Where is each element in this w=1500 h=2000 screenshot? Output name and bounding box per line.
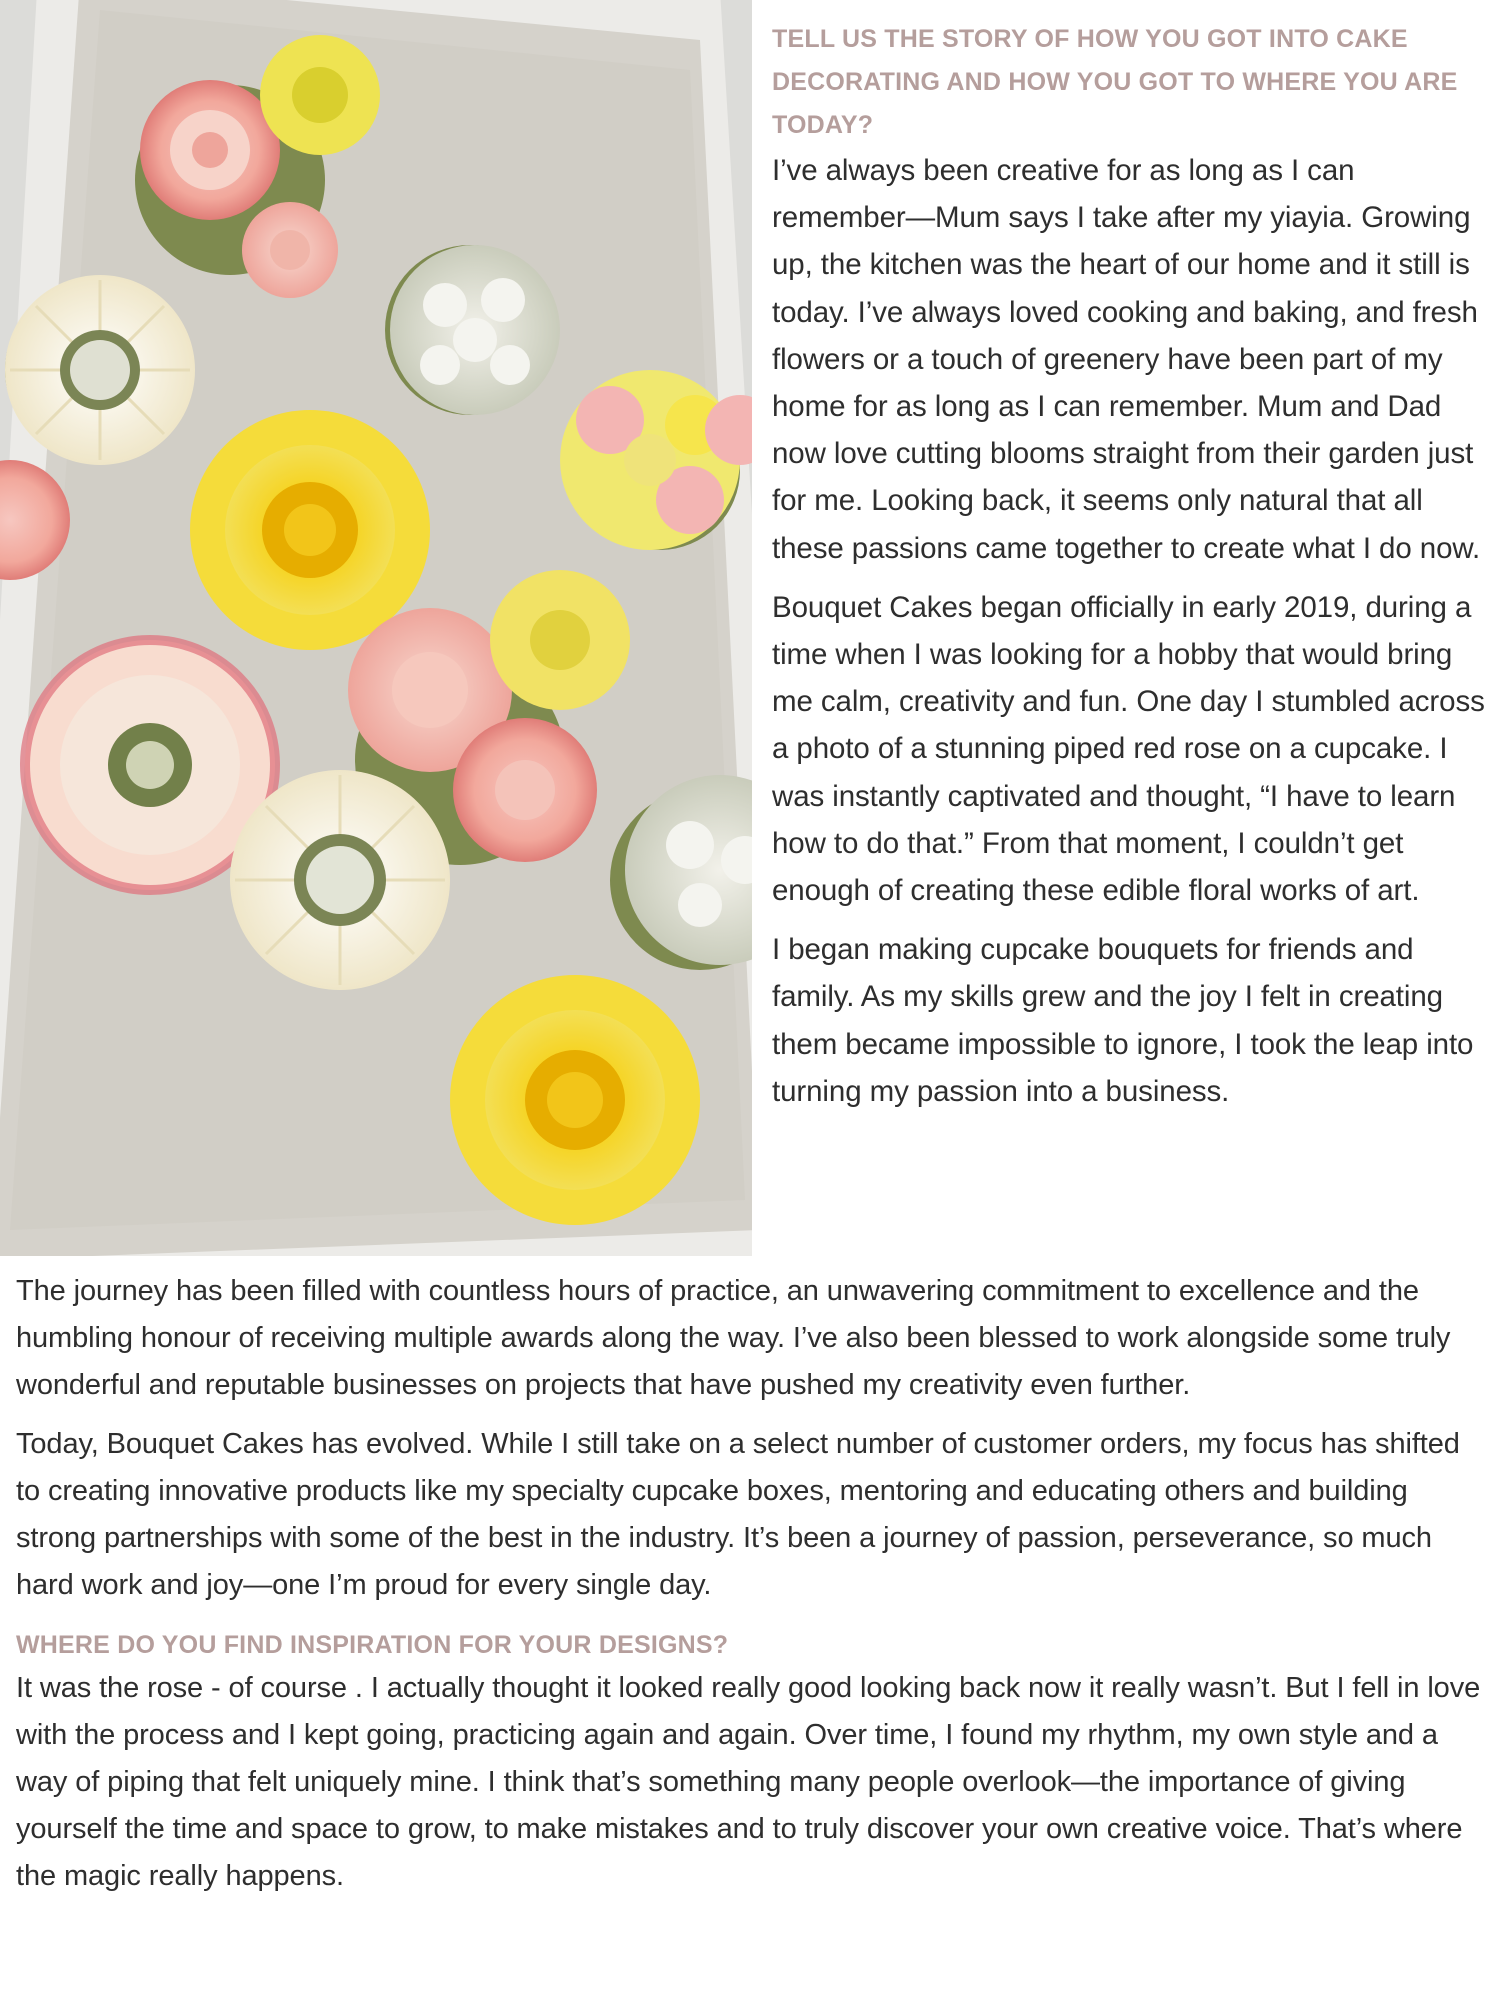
- answer-2-paragraph-1: It was the rose - of course . I actually thought it looked really good looking back now it really wasn’t. But I fell in love with the process and I kept going, practicing again and again. Over time, I found my rhythm, my own style and a way of piping that felt uniquely mine. I think that’s something many people overlook—the importance of giving yourself the time and space to grow, to make mistakes and to truly discover your own creative voice. That’s where the magic really happens.: [16, 1672, 1481, 1892]
- cupcake-illustration: [0, 0, 752, 1256]
- cupcake-box-photo: [0, 0, 752, 1256]
- answer-1-paragraph-5: Today, Bouquet Cakes has evolved. While I still take on a select number of customer orders, my focus has shifted to creating innovative products like my specialty cupcake boxes, mentoring and educating others and building strong partnerships with some of the best in the industry. It’s been a journey of passion, perseverance, so much hard work and joy—one I’m proud for every single day.: [16, 1428, 1460, 1601]
- answer-1-paragraph-1: I’ve always been creative for as long as I can remember—Mum says I take after my yiayia. Growing up, the kitchen was the heart of our home and it still is today. I’ve always loved cooking and baking, and fresh flowers or a touch of greenery have been part of my home for as long as I can remember. Mum and Dad now love cutting blooms straight from their garden just for me. Looking back, it seems only natural that all these passions came together to create what I do now.: [772, 154, 1481, 565]
- full-width-column: [16, 1268, 1488, 1912]
- answer-1-paragraph-4: The journey has been filled with countless hours of practice, an unwavering commitment to excellence and the humbling honour of receiving multiple awards along the way. I’ve also been blessed to work alongside some truly wonderful and reputable businesses on projects that have pushed my creativity even further.: [16, 1275, 1451, 1401]
- answer-1-paragraph-3: I began making cupcake bouquets for friends and family. As my skills grew and the joy I felt in creating them became impossible to ignore, I took the leap into turning my passion into a business.: [772, 933, 1474, 1108]
- answer-1-paragraph-2: Bouquet Cakes began officially in early 2019, during a time when I was looking for a hobby that would bring me calm, creativity and fun. One day I stumbled across a photo of a stunning piped red rose on a cupcake. I was instantly captivated and thought, “I have to learn how to do that.” From that moment, I couldn’t get enough of creating these edible floral works of art.: [772, 590, 1485, 908]
- right-column: [772, 18, 1488, 1127]
- question-2-heading: WHERE DO YOU FIND INSPIRATION FOR YOUR DESIGNS?: [16, 1631, 729, 1659]
- question-1-heading: TELL US THE STORY OF HOW YOU GOT INTO CAKE DECORATING AND HOW YOU GOT TO WHERE YOU ARE TODAY?: [772, 25, 1458, 139]
